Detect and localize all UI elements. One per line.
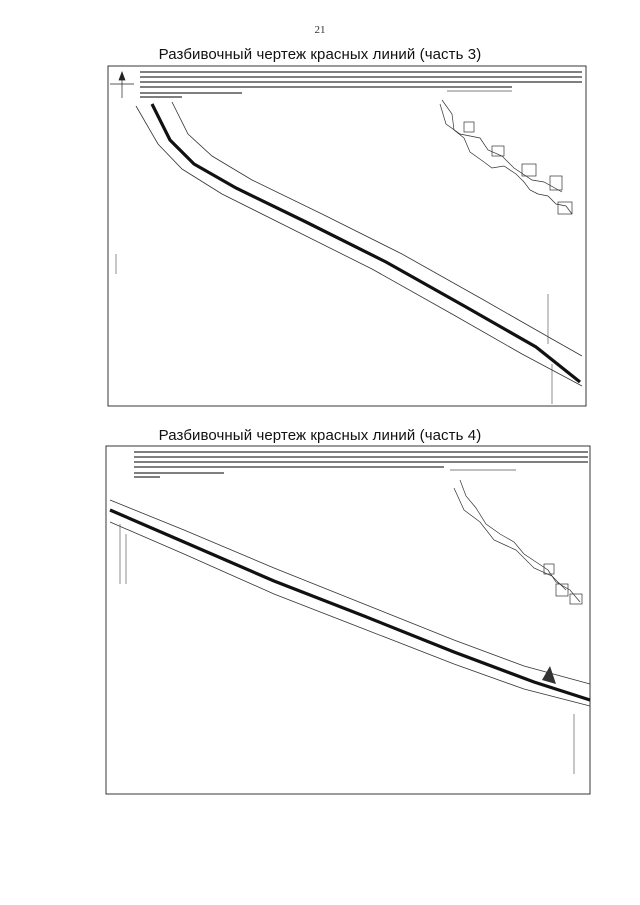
station-markers xyxy=(120,524,574,774)
north-arrow-icon xyxy=(110,72,134,98)
drawing-sheet-part-3 xyxy=(92,64,592,414)
inset-location-map xyxy=(440,100,572,214)
drawing-svg-part-3 xyxy=(92,64,592,414)
red-line-boundaries xyxy=(136,102,582,386)
header-text-block xyxy=(140,72,582,97)
header-text-block xyxy=(134,452,588,477)
drawing-title-part-3: Разбивочный чертеж красных линий (часть 3) xyxy=(158,46,482,63)
drawing-sheet-part-4 xyxy=(104,444,594,798)
inset-location-map xyxy=(454,480,582,604)
road-junction xyxy=(542,666,556,684)
page-number: 21 xyxy=(314,24,326,36)
road-axis xyxy=(152,104,580,382)
road-axis xyxy=(110,510,590,700)
drawing-title-part-4: Разбивочный чертеж красных линий (часть 4) xyxy=(158,427,482,444)
station-markers xyxy=(116,254,552,404)
frame-border xyxy=(106,446,590,794)
drawing-svg-part-4 xyxy=(104,444,594,798)
